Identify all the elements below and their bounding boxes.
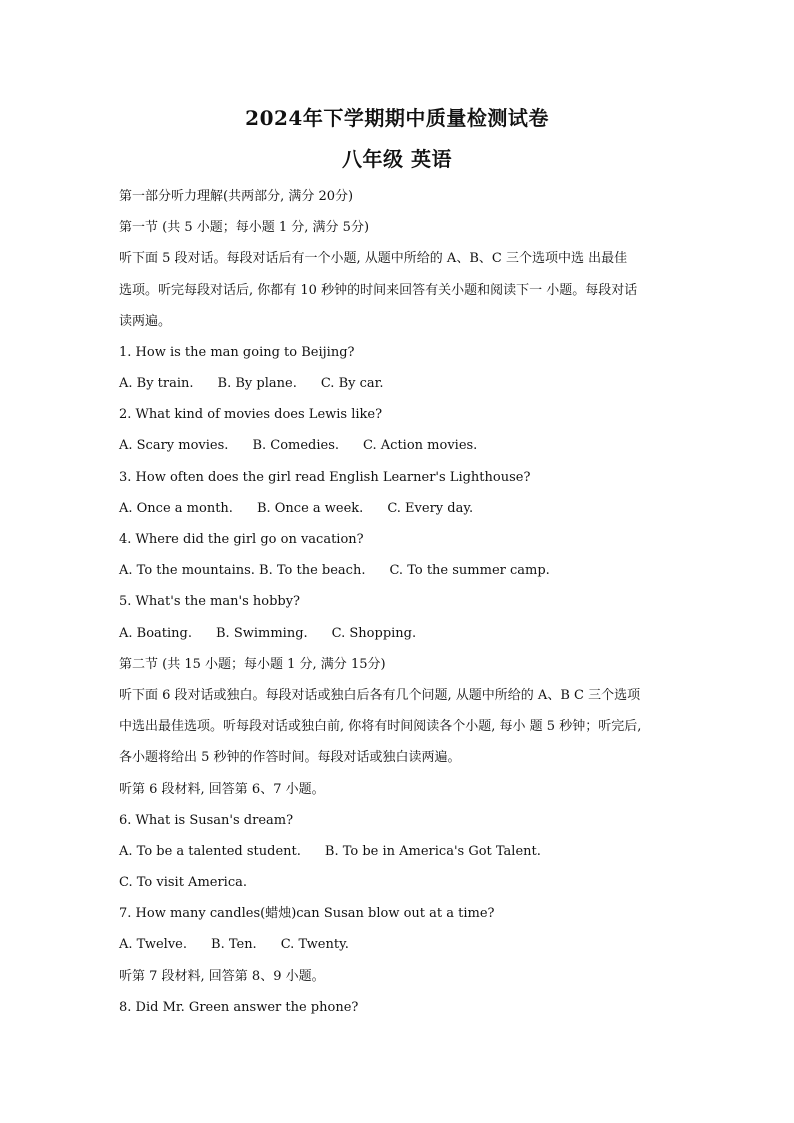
exam-title: 2024年下学期期中质量检测试卷 xyxy=(245,106,549,130)
section-two-instructions-line-2: 中选出最佳选项。听每段对话或独白前, 你将有时间阅读各个小题, 每小 题 5 秒钟；听完后, xyxy=(119,719,642,734)
question-3: 3. How often does the girl read English Learner's Lighthouse? xyxy=(119,470,531,485)
material-7-instruction: 听第 7 段材料, 回答第 8、9 小题。 xyxy=(119,969,325,984)
question-3-options xyxy=(119,500,689,518)
exam-subtitle: 八年级 英语 xyxy=(342,147,452,171)
section-one-instructions-line-2: 选项。听完每段对话后, 你都有 10 秒钟的时间来回答有关小题和阅读下一 小题。每段对话 xyxy=(119,283,638,298)
option: B. Ten. xyxy=(211,937,257,952)
part-one-heading: 第一部分听力理解(共两部分, 满分 20分) xyxy=(119,189,354,204)
section-one-instructions-line-3: 读两遍。 xyxy=(119,314,172,329)
question-1: 1. How is the man going to Beijing? xyxy=(119,345,355,360)
option: C. Twenty. xyxy=(280,937,349,952)
question-4-options xyxy=(119,562,689,580)
option: B. Swimming. xyxy=(216,626,308,641)
option: A. Once a month. xyxy=(119,501,233,516)
section-one-heading: 第一节 (共 5 小题；每小题 1 分, 满分 5分) xyxy=(119,220,370,235)
option: C. To the summer camp. xyxy=(389,563,550,578)
option: C. Every day. xyxy=(387,501,474,516)
question-8: 8. Did Mr. Green answer the phone? xyxy=(119,1000,359,1015)
question-6: 6. What is Susan's dream? xyxy=(119,813,294,828)
question-6-option-c: C. To visit America. xyxy=(119,875,248,890)
option: A. Twelve. xyxy=(119,937,188,952)
question-6-options xyxy=(119,843,689,861)
question-4: 4. Where did the girl go on vacation? xyxy=(119,532,364,547)
question-5-options xyxy=(119,625,689,643)
question-5: 5. What's the man's hobby? xyxy=(119,594,301,609)
question-2-options xyxy=(119,437,689,455)
option: A. By train. xyxy=(119,376,194,391)
material-6-instruction: 听第 6 段材料, 回答第 6、7 小题。 xyxy=(119,782,325,797)
option: C. By car. xyxy=(320,376,384,391)
section-two-instructions-line-3: 各小题将给出 5 秒钟的作答时间。每段对话或独白读两遍。 xyxy=(119,750,461,765)
option: B. By plane. xyxy=(217,376,297,391)
section-two-heading: 第二节 (共 15 小题；每小题 1 分, 满分 15分) xyxy=(119,657,386,672)
section-one-instructions-line-1: 听下面 5 段对话。每段对话后有一个小题, 从题中所给的 A、B、C 三个选项中选 出最佳 xyxy=(119,251,628,266)
question-2: 2. What kind of movies does Lewis like? xyxy=(119,407,383,422)
question-1-options xyxy=(119,375,689,393)
option: B. Once a week. xyxy=(256,501,364,516)
option: A. To be a talented student. xyxy=(119,844,301,859)
option: A. Boating. xyxy=(119,626,192,641)
question-7: 7. How many candles(蜡烛)can Susan blow out at a time? xyxy=(119,906,495,921)
option: A. Scary movies. xyxy=(119,438,229,453)
section-two-instructions-line-1: 听下面 6 段对话或独白。每段对话或独白后各有几个问题, 从题中所给的 A、B C 三个选项 xyxy=(119,688,641,703)
option: A. To the mountains. B. To the beach. xyxy=(119,563,366,578)
option: C. Shopping. xyxy=(331,626,417,641)
option: C. Action movies. xyxy=(363,438,478,453)
option: B. Comedies. xyxy=(252,438,340,453)
question-7-options xyxy=(119,936,689,954)
option: B. To be in America's Got Talent. xyxy=(324,844,541,859)
